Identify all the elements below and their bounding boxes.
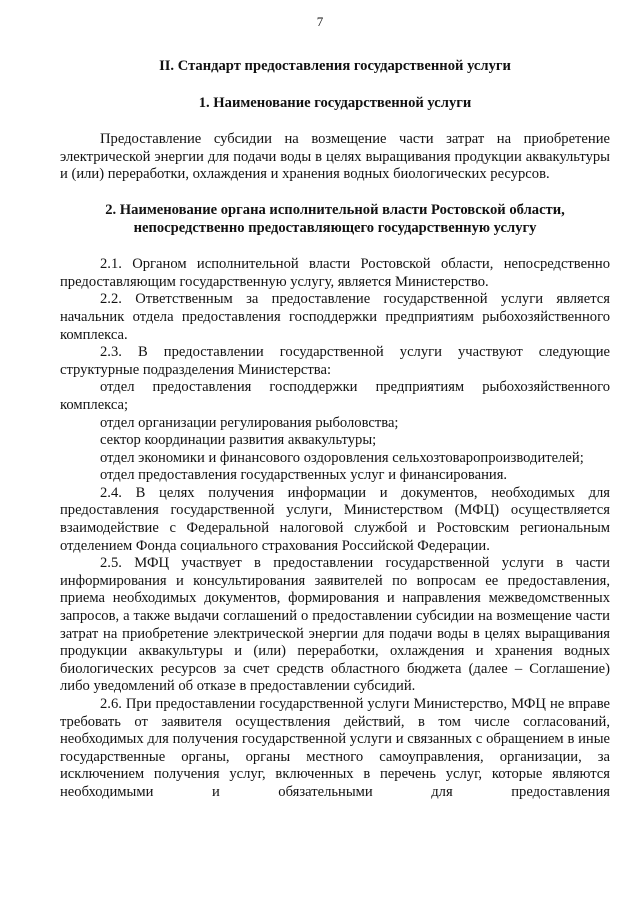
subsection-2-heading-line-1: 2. Наименование органа исполнительной власти Ростовской области, — [105, 201, 565, 218]
subsection-2-heading-line-2: непосредственно предоставляющего государственную услугу — [133, 219, 537, 236]
section-heading: II. Стандарт предоставления государственной услуги — [159, 58, 511, 74]
paragraph-2-6: 2.6. При предоставлении государственной услуги Министерство, МФЦ не вправе требовать от заявителя осуществления действий, в том числе согласований, необходимых для получения государственной услуги и связанных с обращением в иные государственные органы, органы местного самоуправления, организации, за исключением получения услуг, включенных в перечень услуг, которые являются необходимыми и обязательными для предоставления — [60, 696, 610, 800]
unit-item: отдел предоставления государственных услуг и финансирования. — [100, 467, 508, 484]
paragraph-2-5: 2.5. МФЦ участвует в предоставлении государственной услуги в части информирования и консультирования заявителей по вопросам ее предоставления, приема необходимых документов, формирования и направления межведомственных запросов, а также выдачи соглашений о предоставлении субсидии на возмещение части затрат на приобретение электрической энергии для подачи воды в целях выращивания продукции аквакультуры и (или) переработки, охлаждения и хранения водных биологических ресурсов за счет средств областного бюджета (далее – Соглашение) либо уведомлений об отказе в предоставлении субсидий. — [60, 555, 610, 695]
paragraph-2-3: 2.3. В предоставлении государственной услуги участвуют следующие структурные подразделения Министерства: — [60, 344, 610, 378]
page-number: 7 — [316, 14, 324, 29]
unit-item: сектор координации развития аквакультуры; — [100, 432, 377, 449]
service-name-paragraph: Предоставление субсидии на возмещение части затрат на приобретение электрической энергии для подачи воды в целях выращивания продукции аквакультуры и (или) переработки, охлаждения и хранения водных биологических ресурсов. — [60, 131, 610, 183]
unit-item: отдел организации регулирования рыболовства; — [100, 414, 399, 431]
paragraph-2-1: 2.1. Органом исполнительной власти Ростовской области, непосредственно предоставляющим государственную услугу, является Министерство. — [60, 256, 610, 290]
paragraph-2-2: 2.2. Ответственным за предоставление государственной услуги является начальник отдела предоставления господдержки предприятиям рыбохозяйственного комплекса. — [60, 291, 610, 343]
subsection-2-heading — [60, 202, 610, 237]
unit-item: отдел экономики и финансового оздоровления сельхозтоваропроизводителей; — [100, 449, 584, 466]
subsection-1-heading: 1. Наименование государственной услуги — [198, 94, 472, 111]
page-content — [60, 58, 610, 802]
paragraph-2-4: 2.4. В целях получения информации и документов, необходимых для предоставления государственной услуги, Министерством (МФЦ) осуществляется взаимодействие с Федеральной налоговой службой и Ростовским региональным отделением Фонда социального страхования Российской Федерации. — [60, 484, 610, 554]
unit-item: отдел предоставления господдержки предприятиям рыбохозяйственного комплекса; — [60, 379, 610, 413]
